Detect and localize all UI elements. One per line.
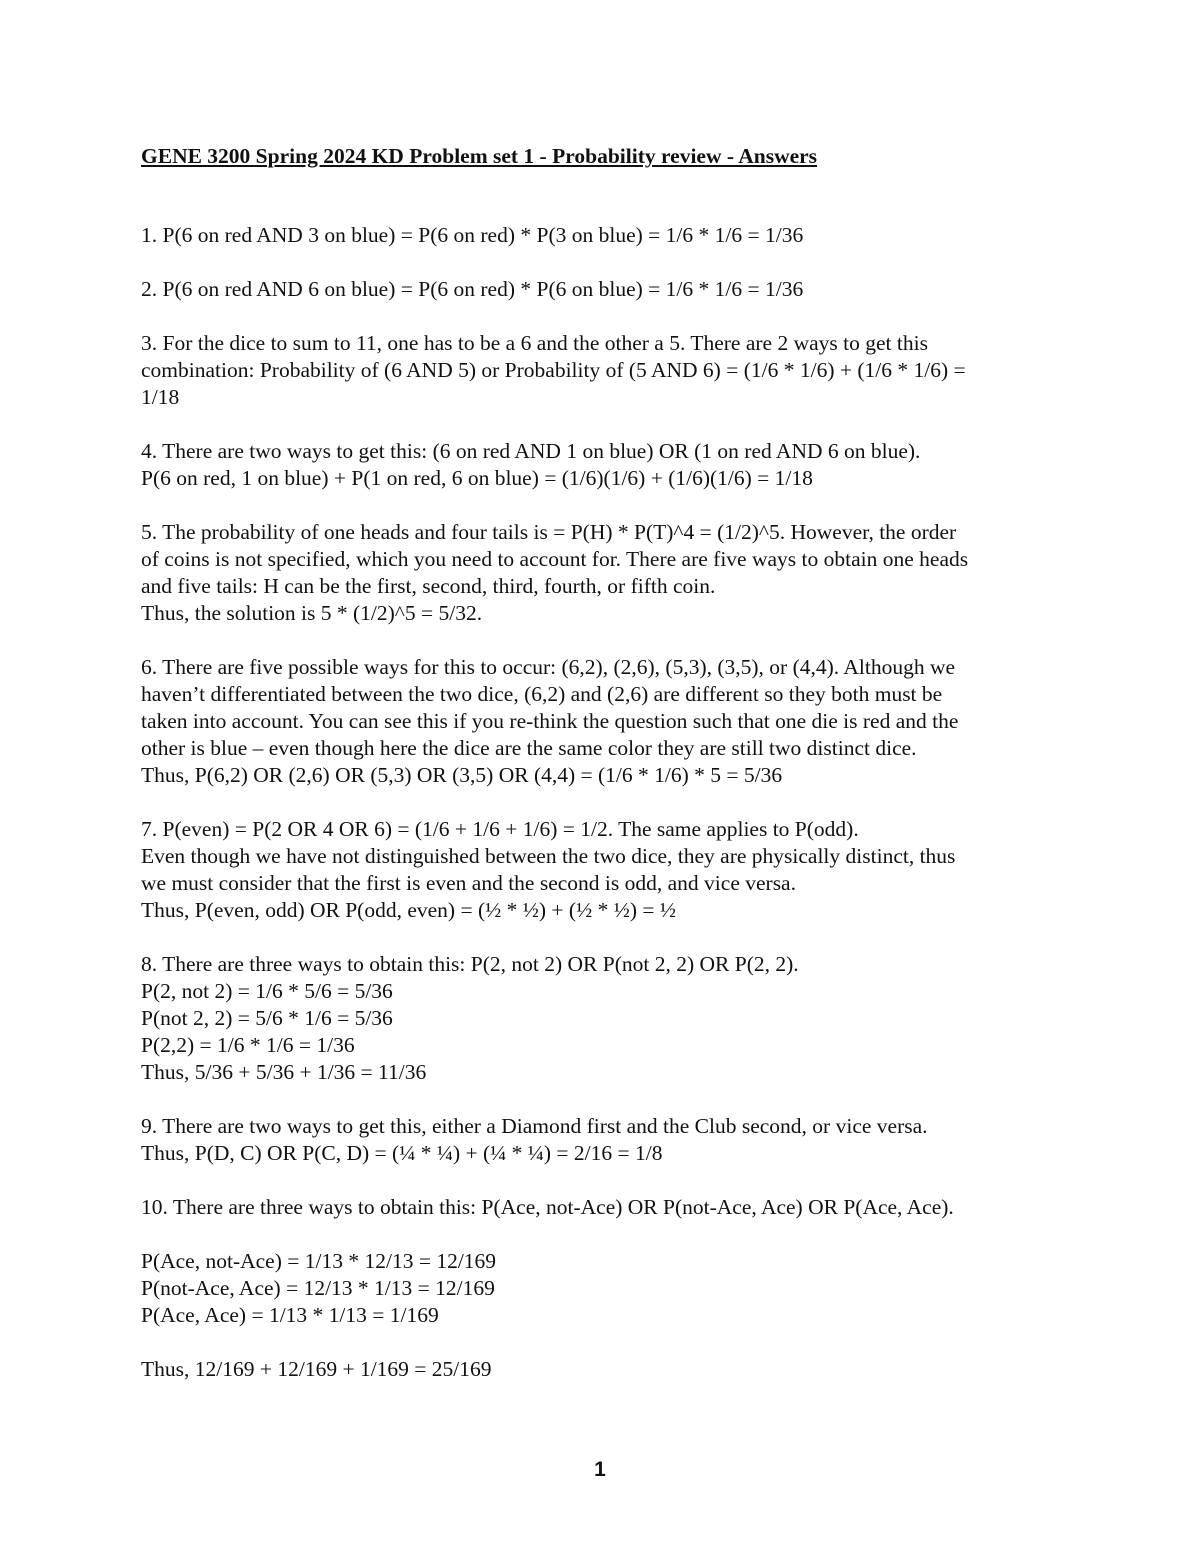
answer-line: P(not-Ace, Ace) = 12/13 * 1/13 = 12/169 <box>141 1276 495 1300</box>
answer-paragraph <box>141 519 1071 627</box>
answer-line: taken into account. You can see this if you re-think the question such that one die is red and the <box>141 709 959 733</box>
answer-line: 10. There are three ways to obtain this: P(Ace, not-Ace) OR P(not-Ace, Ace) OR P(Ace, Ace). <box>141 1195 954 1219</box>
answers-body <box>141 222 1071 1410</box>
answer-line: 1/18 <box>141 385 180 409</box>
answer-paragraph <box>141 951 1071 1086</box>
answer-line: combination: Probability of (6 AND 5) or Probability of (5 AND 6) = (1/6 * 1/6) + (1/6 * 1/6) = <box>141 358 966 382</box>
document-title: GENE 3200 Spring 2024 KD Problem set 1 - Probability review - Answers <box>141 144 818 168</box>
answer-line: Thus, P(D, C) OR P(C, D) = (¼ * ¼) + (¼ * ¼) = 2/16 = 1/8 <box>141 1141 663 1165</box>
answer-line: Thus, P(6,2) OR (2,6) OR (5,3) OR (3,5) OR (4,4) = (1/6 * 1/6) * 5 = 5/36 <box>141 763 783 787</box>
answer-paragraph <box>141 1248 1071 1329</box>
answer-line: haven’t differentiated between the two dice, (6,2) and (2,6) are different so they both must be <box>141 682 943 706</box>
answer-line: P(not 2, 2) = 5/6 * 1/6 = 5/36 <box>141 1006 393 1030</box>
answer-paragraph <box>141 438 1071 492</box>
answer-line: 7. P(even) = P(2 OR 4 OR 6) = (1/6 + 1/6 + 1/6) = 1/2. The same applies to P(odd). <box>141 817 859 841</box>
answer-paragraph <box>141 330 1071 411</box>
answer-paragraph <box>141 1194 1071 1221</box>
answer-line: 5. The probability of one heads and four tails is = P(H) * P(T)^4 = (1/2)^5. However, the order <box>141 520 957 544</box>
page-number: 1 <box>594 1458 606 1481</box>
answer-line: 4. There are two ways to get this: (6 on red AND 1 on blue) OR (1 on red AND 6 on blue). <box>141 439 921 463</box>
answer-line: of coins is not specified, which you need to account for. There are five ways to obtain one heads <box>141 547 969 571</box>
answer-line: we must consider that the first is even and the second is odd, and vice versa. <box>141 871 796 895</box>
answer-paragraph <box>141 1356 1071 1383</box>
answer-line: P(2, not 2) = 1/6 * 5/6 = 5/36 <box>141 979 393 1003</box>
answer-line: and five tails: H can be the first, second, third, fourth, or fifth coin. <box>141 574 716 598</box>
answer-line: other is blue – even though here the dice are the same color they are still two distinct dice. <box>141 736 917 760</box>
answer-paragraph <box>141 1113 1071 1167</box>
answer-line: P(2,2) = 1/6 * 1/6 = 1/36 <box>141 1033 355 1057</box>
answer-line: Thus, 12/169 + 12/169 + 1/169 = 25/169 <box>141 1357 492 1381</box>
answer-line: 1. P(6 on red AND 3 on blue) = P(6 on red) * P(3 on blue) = 1/6 * 1/6 = 1/36 <box>141 223 804 247</box>
answer-line: Thus, P(even, odd) OR P(odd, even) = (½ * ½) + (½ * ½) = ½ <box>141 898 676 922</box>
answer-line: Thus, the solution is 5 * (1/2)^5 = 5/32. <box>141 601 483 625</box>
answer-line: 8. There are three ways to obtain this: P(2, not 2) OR P(not 2, 2) OR P(2, 2). <box>141 952 799 976</box>
answer-line: 9. There are two ways to get this, either a Diamond first and the Club second, or vice versa. <box>141 1114 928 1138</box>
answer-paragraph <box>141 654 1071 789</box>
answer-line: 2. P(6 on red AND 6 on blue) = P(6 on red) * P(6 on blue) = 1/6 * 1/6 = 1/36 <box>141 277 804 301</box>
answer-line: 3. For the dice to sum to 11, one has to be a 6 and the other a 5. There are 2 ways to get this <box>141 331 928 355</box>
answer-paragraph <box>141 276 1071 303</box>
answer-line: 6. There are five possible ways for this to occur: (6,2), (2,6), (5,3), (3,5), or (4,4). Although we <box>141 655 956 679</box>
answer-line: P(Ace, not-Ace) = 1/13 * 12/13 = 12/169 <box>141 1249 497 1273</box>
answer-paragraph <box>141 222 1071 249</box>
answer-line: Even though we have not distinguished between the two dice, they are physically distinct, thus <box>141 844 956 868</box>
answer-line: P(6 on red, 1 on blue) + P(1 on red, 6 on blue) = (1/6)(1/6) + (1/6)(1/6) = 1/18 <box>141 466 813 490</box>
answer-paragraph <box>141 816 1071 924</box>
answer-line: P(Ace, Ace) = 1/13 * 1/13 = 1/169 <box>141 1303 439 1327</box>
answer-line: Thus, 5/36 + 5/36 + 1/36 = 11/36 <box>141 1060 427 1084</box>
